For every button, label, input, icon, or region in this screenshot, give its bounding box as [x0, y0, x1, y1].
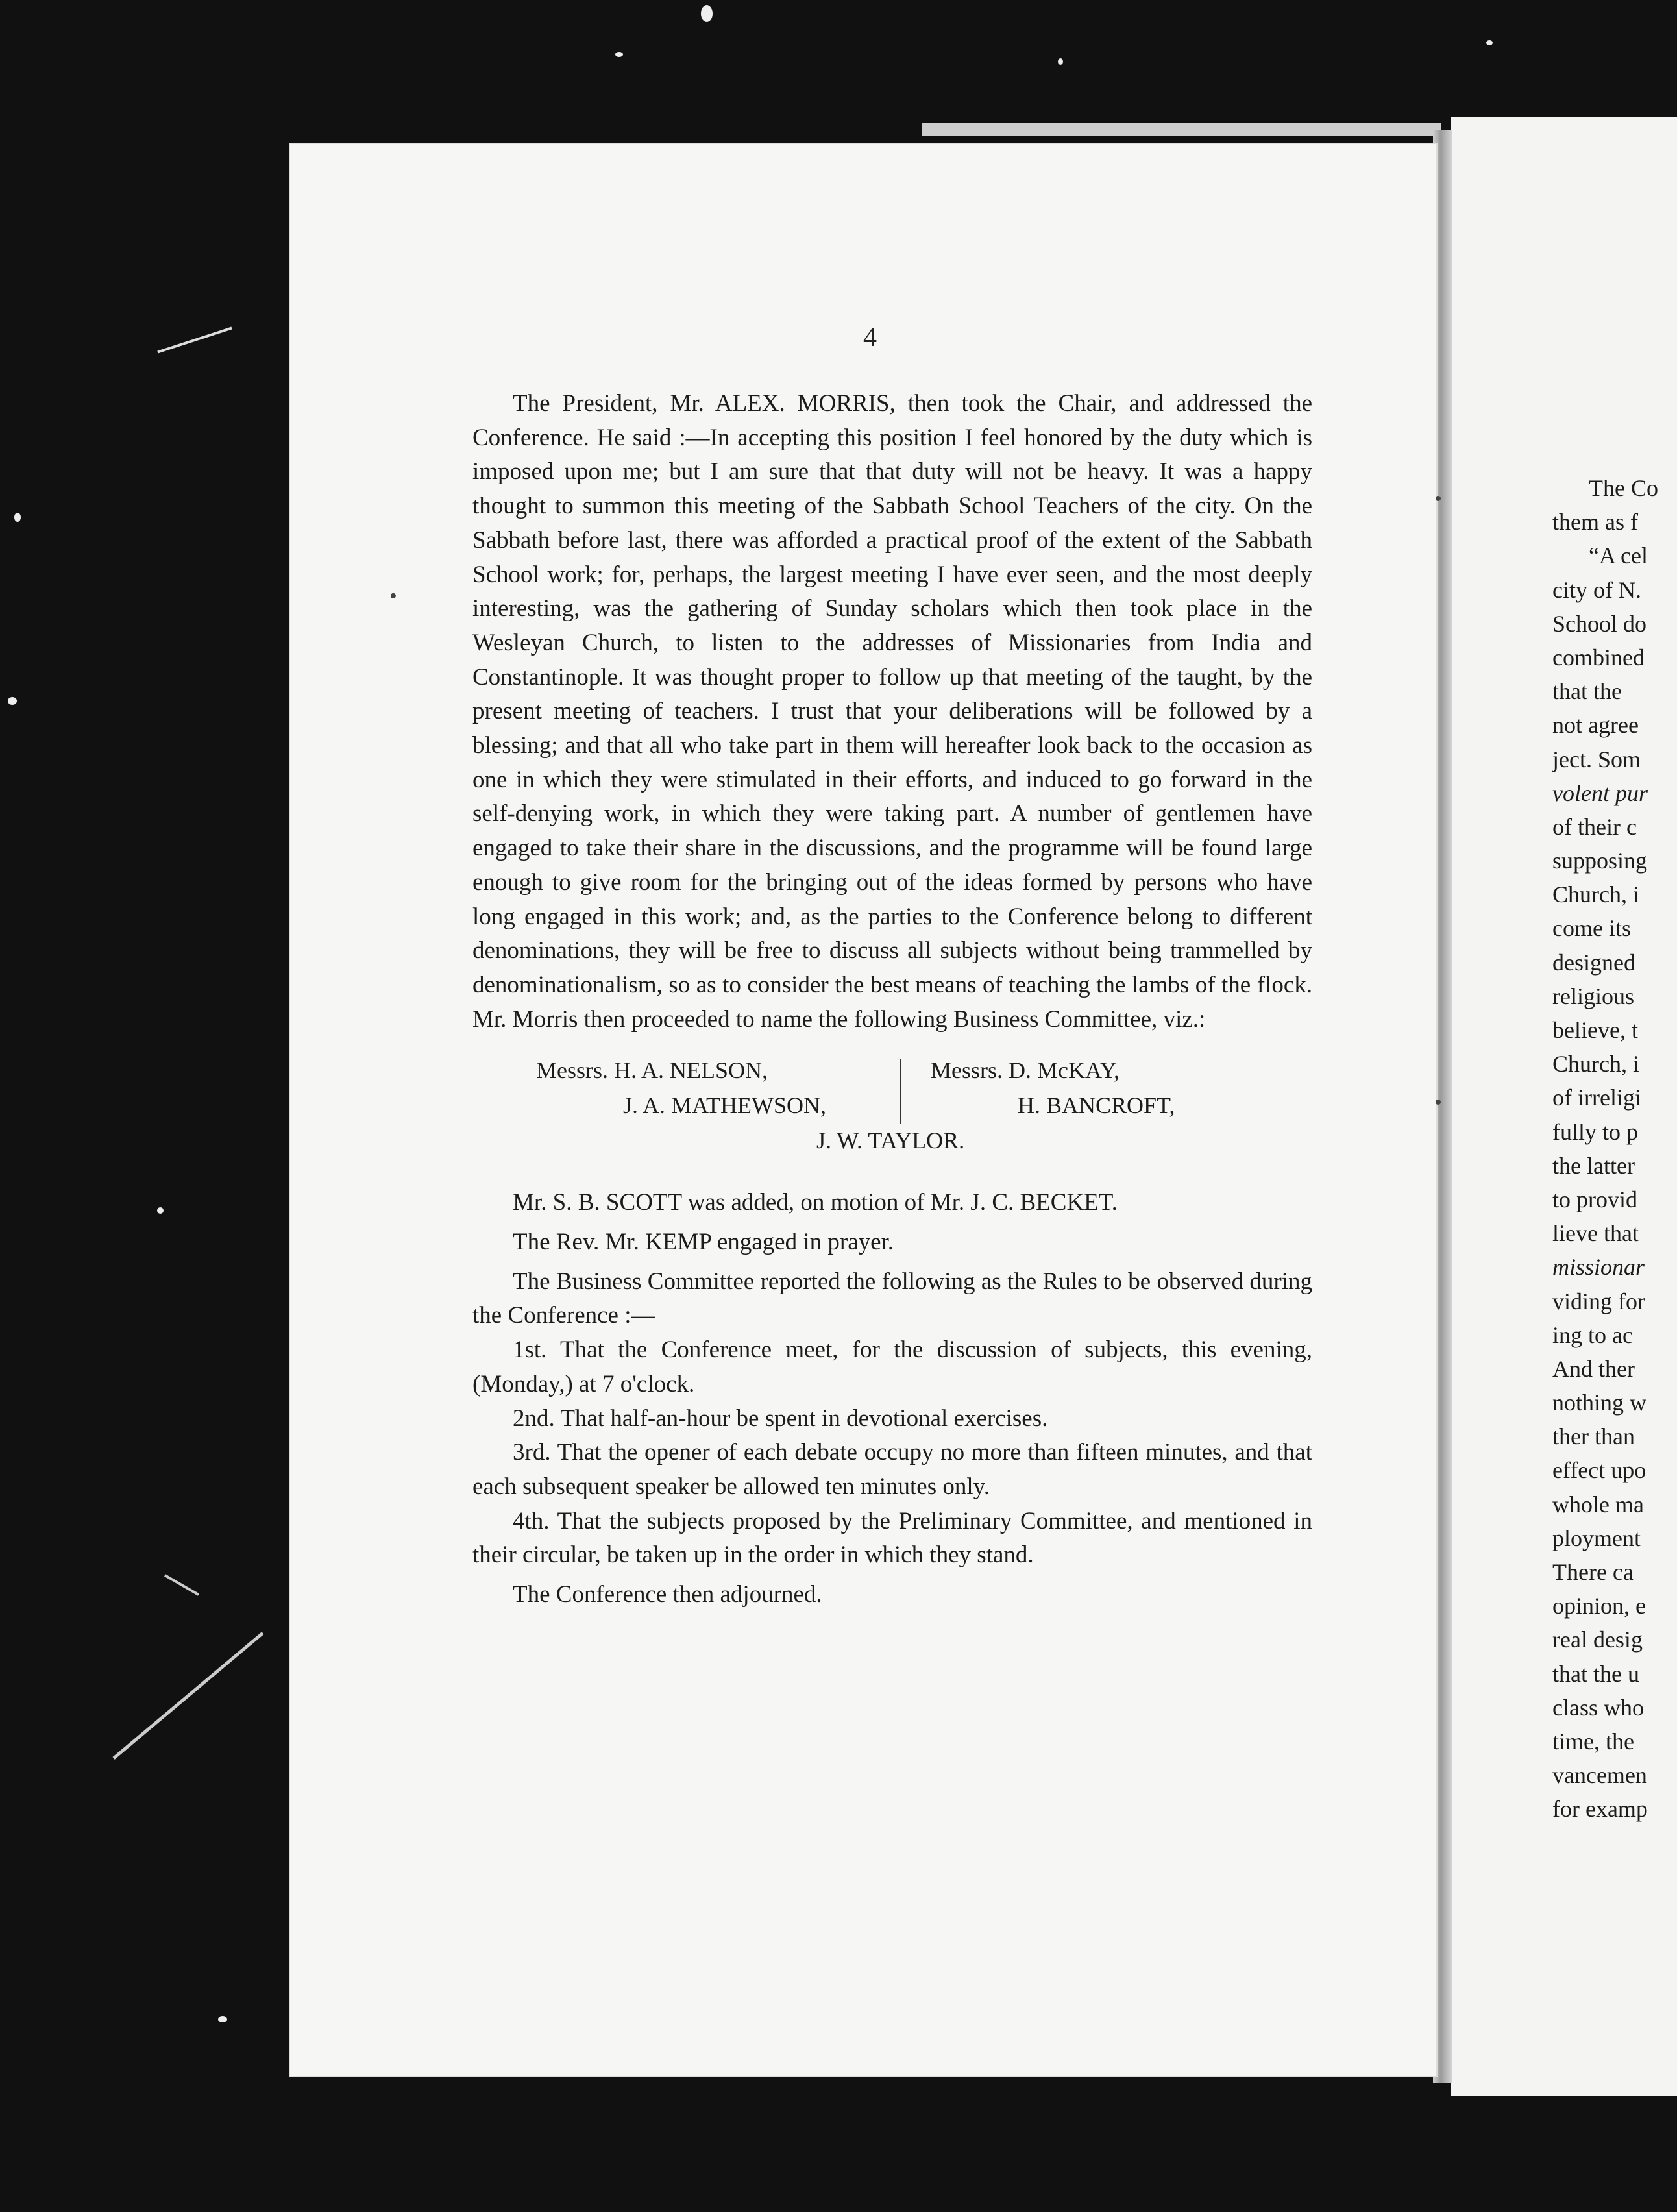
facing-page-line: volent pur — [1552, 780, 1648, 806]
facing-page-line: come its — [1552, 915, 1631, 942]
page-number: 4 — [863, 323, 877, 352]
committee-divider — [900, 1059, 901, 1124]
scan-speck — [615, 52, 623, 57]
facing-page-line: ther than — [1552, 1423, 1635, 1450]
committee-name: J. W. TAYLOR. — [816, 1127, 965, 1154]
facing-page-line: that the — [1552, 678, 1622, 705]
facing-page-line: missionar — [1552, 1254, 1645, 1281]
scan-speck — [1486, 40, 1493, 45]
committee-name: H. BANCROFT, — [1018, 1092, 1175, 1119]
facing-page-line: ing to ac — [1552, 1321, 1633, 1348]
facing-page-line: them as f — [1552, 509, 1638, 535]
facing-page-line: whole ma — [1552, 1491, 1644, 1518]
facing-page-line: to provid — [1552, 1186, 1637, 1212]
margin-mark: • — [1434, 1090, 1442, 1114]
scan-speck — [218, 2016, 227, 2022]
scott-paragraph: Mr. S. B. SCOTT was added, on motion of Mr. J. C. BECKET. — [513, 1189, 1118, 1216]
facing-page-line: ject. Som — [1552, 746, 1641, 772]
rule-2: 2nd. That half-an-hour be spent in devotional exercises. — [513, 1405, 1048, 1432]
facing-page-line: of irreligi — [1552, 1085, 1641, 1111]
facing-page-line: city of N. — [1552, 576, 1641, 603]
rule-4: 4th. That the subjects proposed by the Preliminary Committee, and mentioned in their circular, be taken up in the order in which they stand. — [472, 1507, 1312, 1569]
facing-page-line: “A cel — [1589, 543, 1648, 569]
facing-page-line: supposing — [1552, 848, 1648, 874]
scan-speck — [157, 1207, 164, 1214]
rules-intro-paragraph: The Business Committee reported the following as the Rules to be observed during the Conference :— — [472, 1268, 1312, 1329]
facing-page-line: School do — [1552, 610, 1647, 637]
facing-page-line: the latter — [1552, 1152, 1635, 1179]
page-body — [472, 387, 1312, 1612]
facing-page-line: combined — [1552, 644, 1645, 670]
facing-page-line: And ther — [1552, 1355, 1635, 1382]
facing-page-line: real desig — [1552, 1627, 1643, 1653]
committee-name: J. A. MATHEWSON, — [623, 1092, 827, 1119]
scan-speck — [14, 513, 21, 522]
rule-1: 1st. That the Conference meet, for the discussion of subjects, this evening, (Monday,) at 7 o'clock. — [472, 1336, 1312, 1397]
committee-name: Messrs. D. McKAY, — [931, 1057, 1120, 1084]
scan-scratch — [112, 1632, 263, 1760]
opening-paragraph: The President, Mr. ALEX. MORRIS, then took the Chair, and addressed the Conference. He said :—In accepting this position I feel honored by the duty which is imposed upon me; but I am sure that that duty will not be heavy. It was a happy thought to summon this meeting of the Sabbath School Teachers of the city. On the Sabbath before last, there was afforded a practical proof of the extent of the Sabbath School work; for, perhaps, the largest meeting I have ever seen, and the most deeply interesting, was the gathering of Sunday scholars which then took place in the Wesleyan Church, to listen to the addresses of Missionaries from India and Constantinople. It was thought proper to follow up that meeting of the taught, by the present meeting of teachers. I trust that your deliberations will be followed by a blessing; and that all who take part in them will hereafter look back to the occasion as one in which they were stimulated in their efforts, and induced to go forward in the self-denying work, in which they were taking part. A number of gentlemen have engaged to take their share in the discussions, and the programme will be found large enough to give room for the bringing out of the ideas formed by persons who have long engaged in this work; and, as the parties to the Conference belong to different denominations, they will be free to discuss all subjects without being trammelled by denominationalism, so as to consider the best means of teaching the lambs of the flock. Mr. Morris then proceeded to name the following Business Committee, viz.: — [472, 390, 1312, 1033]
facing-page-line: nothing w — [1552, 1390, 1647, 1416]
adjourned-paragraph: The Conference then adjourned. — [513, 1581, 822, 1608]
facing-page-line: time, the — [1552, 1728, 1634, 1754]
facing-page-line: Church, i — [1552, 881, 1639, 908]
scan-speck — [1058, 58, 1063, 65]
scan-scratch — [157, 327, 232, 354]
facing-page-line: vancemen — [1552, 1762, 1647, 1789]
margin-mark: • — [389, 584, 397, 608]
facing-page-line: opinion, e — [1552, 1593, 1646, 1619]
facing-page-text — [1552, 471, 1677, 1826]
scan-scratch — [164, 1574, 199, 1595]
committee-name: Messrs. H. A. NELSON, — [536, 1057, 768, 1084]
facing-page-line: class who — [1552, 1694, 1644, 1721]
business-committee-list — [472, 1053, 1312, 1177]
facing-page-line: religious — [1552, 983, 1634, 1009]
facing-page-line: There ca — [1552, 1559, 1634, 1585]
facing-page-line: for examp — [1552, 1796, 1648, 1823]
margin-mark: • — [1434, 487, 1442, 511]
facing-page-line: of their c — [1552, 813, 1637, 840]
facing-page-line: effect upo — [1552, 1457, 1646, 1484]
facing-page-line: not agree — [1552, 712, 1639, 739]
facing-page-line: ployment — [1552, 1525, 1641, 1551]
facing-page-line: lieve that — [1552, 1220, 1639, 1247]
facing-page-line: viding for — [1552, 1288, 1645, 1314]
facing-page-line: believe, t — [1552, 1017, 1638, 1043]
scan-speck — [8, 697, 17, 705]
facing-page-line: fully to p — [1552, 1118, 1638, 1145]
facing-page-line: that the u — [1552, 1660, 1639, 1687]
page-top-shadow — [922, 123, 1441, 136]
facing-page-line: designed — [1552, 949, 1635, 976]
scan-speck — [701, 5, 713, 22]
prayer-paragraph: The Rev. Mr. KEMP engaged in prayer. — [513, 1229, 894, 1256]
facing-page-line: Church, i — [1552, 1051, 1639, 1077]
facing-page-line: The Co — [1589, 475, 1658, 501]
rule-3: 3rd. That the opener of each debate occupy no more than fifteen minutes, and that each subsequent speaker be allowed ten minutes only. — [472, 1439, 1312, 1500]
